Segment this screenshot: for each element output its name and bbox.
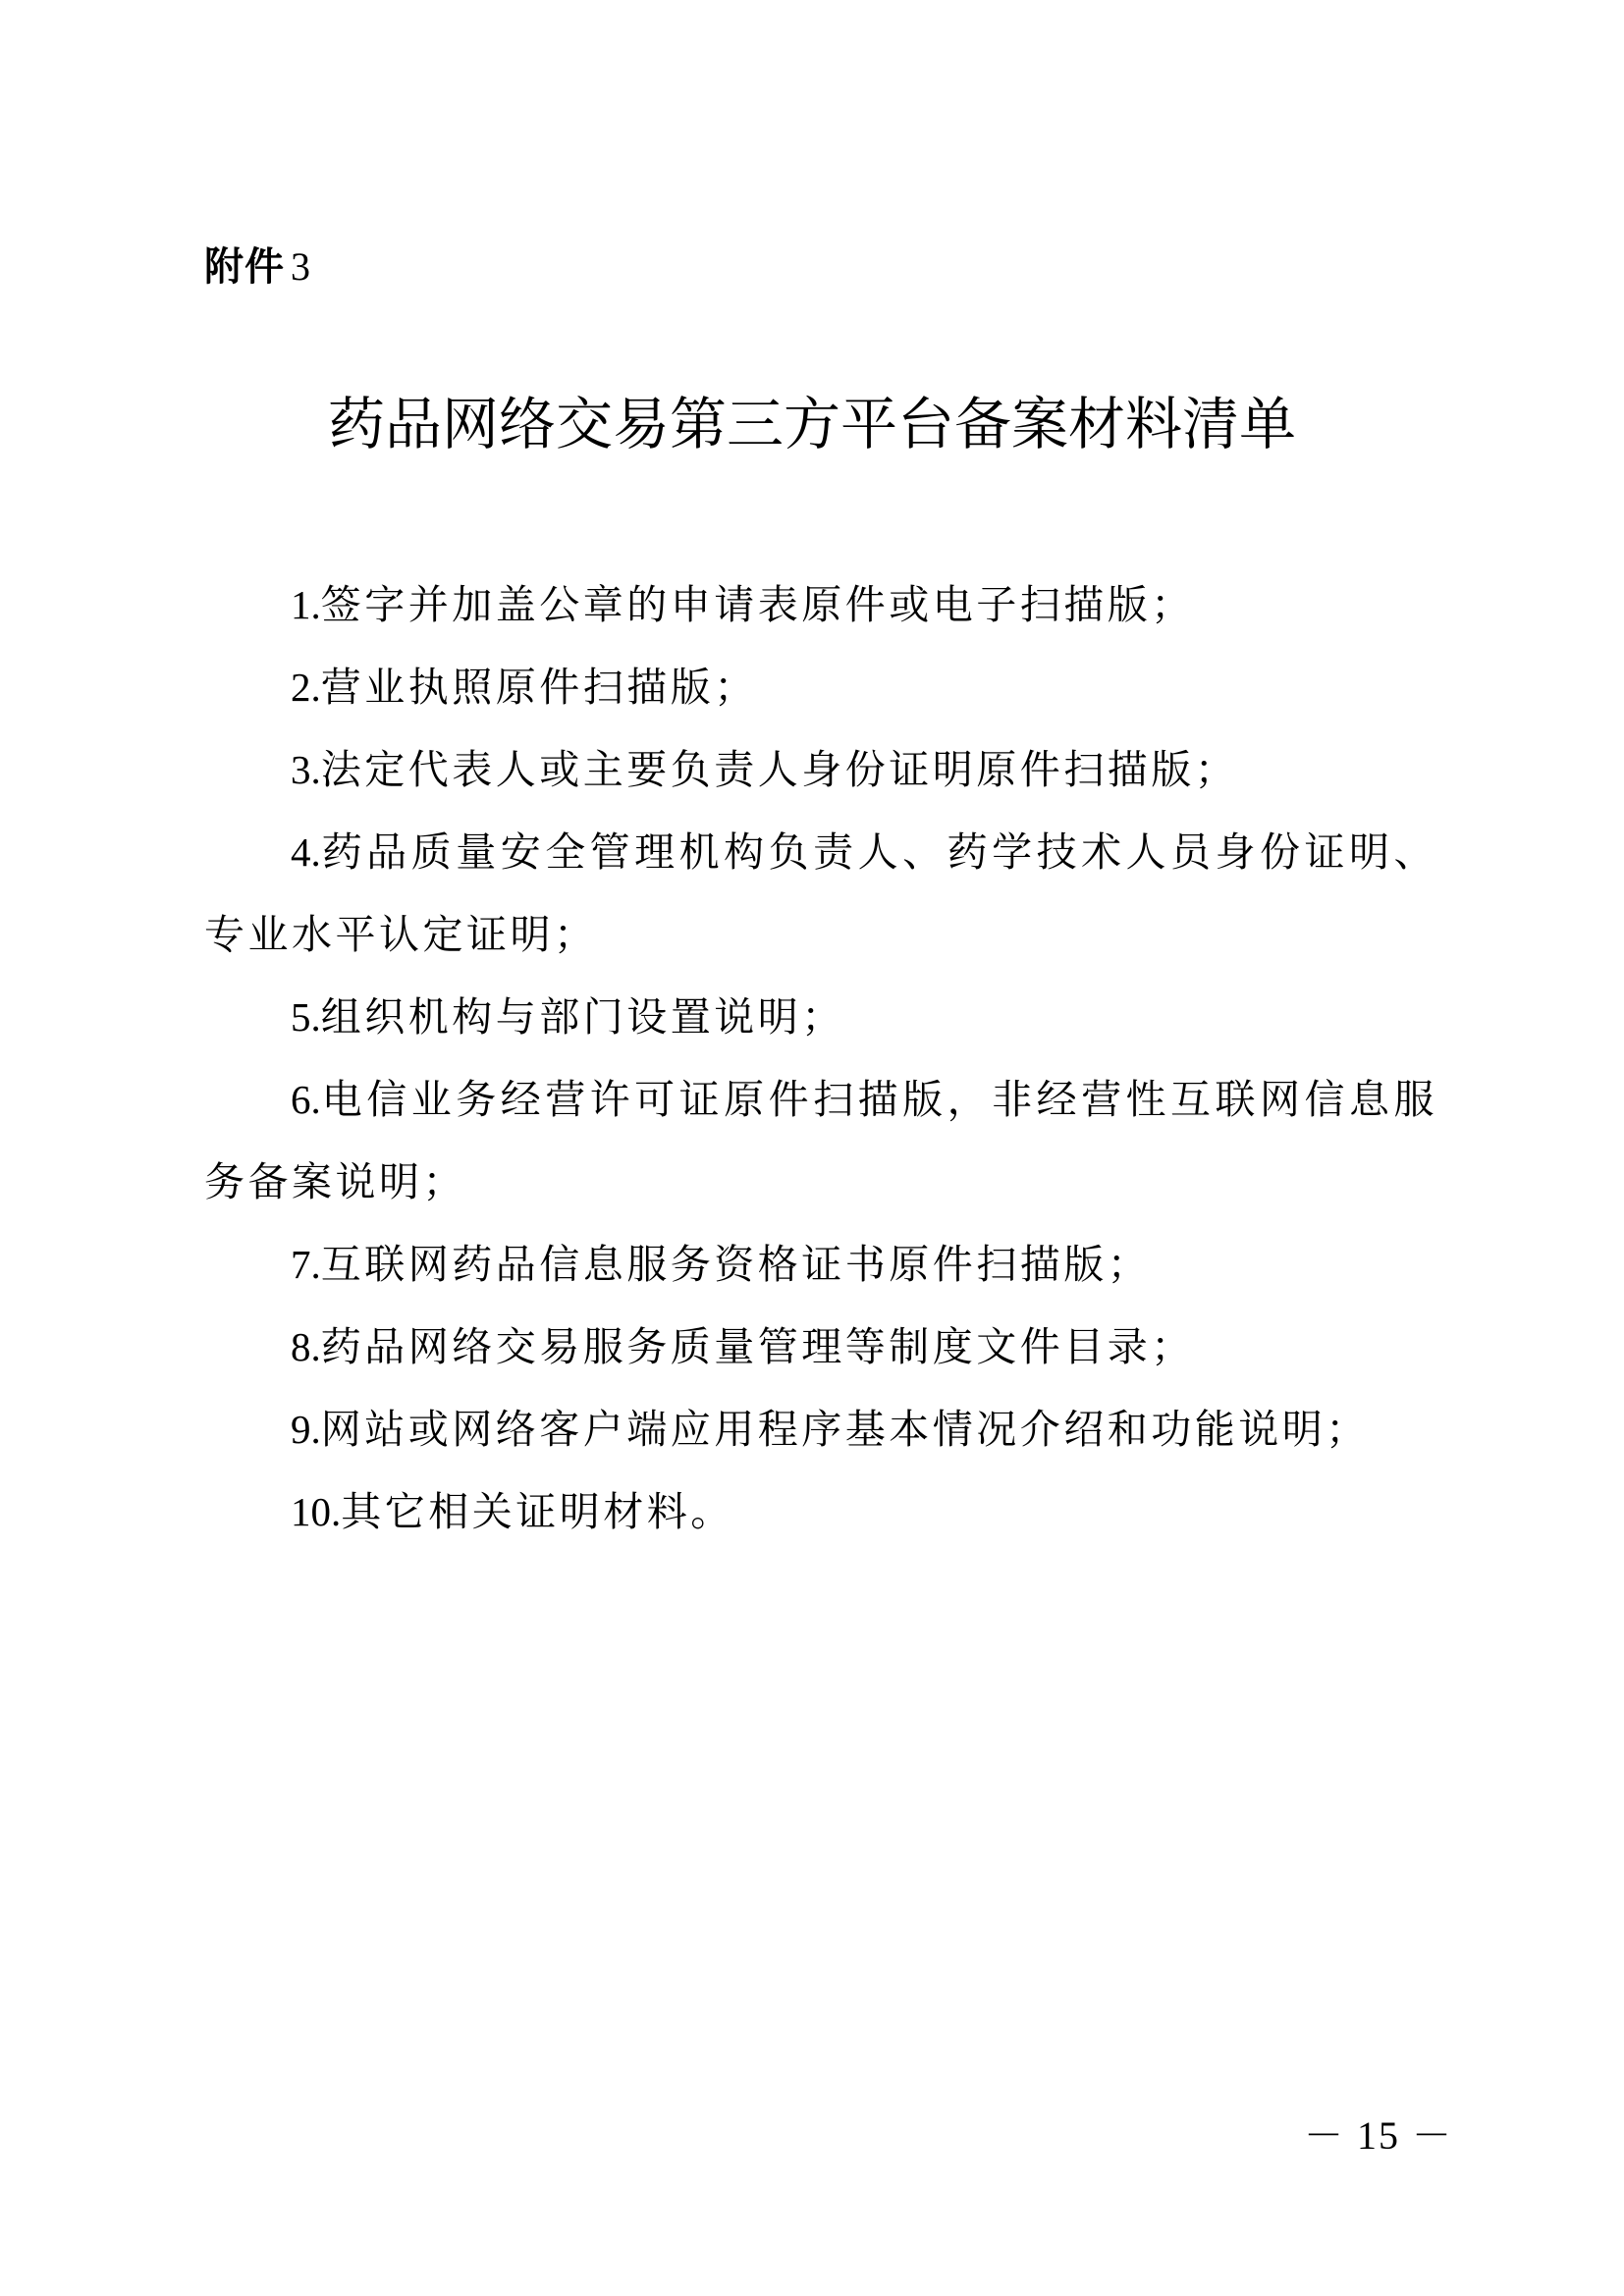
item-text: 网站或网络客户端应用程序基本情况介绍和功能说明； <box>320 1406 1370 1453</box>
item-text: 互联网药品信息服务资格证书原件扫描版； <box>320 1241 1152 1288</box>
item-number: 3. <box>291 747 321 792</box>
item-number: 2. <box>291 665 321 710</box>
attachment-number: 3 <box>291 244 311 289</box>
list-item <box>204 1470 1437 1553</box>
item-number: 10. <box>291 1489 342 1534</box>
attachment-label <box>204 240 311 294</box>
list-item <box>204 976 1437 1058</box>
item-number: 6. <box>291 1077 321 1122</box>
item-text: 药品网络交易服务质量管理等制度文件目录； <box>320 1323 1195 1370</box>
list-item <box>204 563 1437 646</box>
item-text: 其它相关证明材料。 <box>341 1488 734 1535</box>
item-text: 签字并加盖公章的申请表原件或电子扫描版； <box>320 581 1195 628</box>
list-item <box>204 1058 1437 1223</box>
attachment-label-text: 附件 <box>204 244 285 290</box>
item-text: 组织机构与部门设置说明； <box>320 993 845 1041</box>
page-number: － 15 － <box>1304 2113 1453 2158</box>
item-text: 法定代表人或主要负责人身份证明原件扫描版； <box>320 746 1239 793</box>
item-number: 7. <box>291 1242 321 1287</box>
list-item <box>204 646 1437 728</box>
list-item <box>204 811 1437 976</box>
item-number: 4. <box>291 829 321 875</box>
item-number: 1. <box>291 582 321 627</box>
item-text: 药品质量安全管理机构负责人、药学技术人员身份证明、专业水平认定证明； <box>204 828 1437 958</box>
item-text: 营业执照原件扫描版； <box>320 664 758 711</box>
list-item <box>204 728 1437 811</box>
document-title: 药品网络交易第三方平台备案材料清单 <box>327 391 1296 457</box>
list-item <box>204 1388 1437 1470</box>
item-number: 8. <box>291 1324 321 1369</box>
item-text: 电信业务经营许可证原件扫描版，非经营性互联网信息服务备案说明； <box>204 1076 1437 1205</box>
list-item <box>204 1223 1437 1306</box>
materials-list <box>204 563 1437 1553</box>
item-number: 9. <box>291 1407 321 1452</box>
list-item <box>204 1306 1437 1388</box>
item-number: 5. <box>291 994 321 1040</box>
